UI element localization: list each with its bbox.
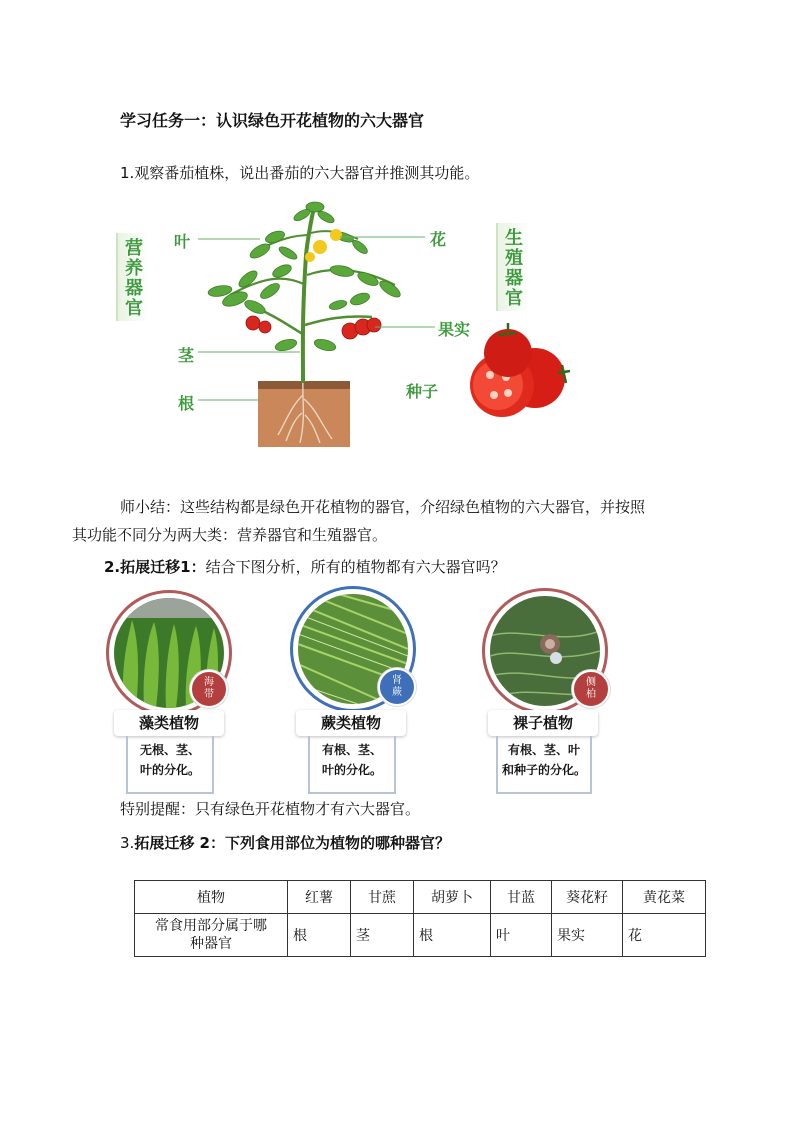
reproductive-organs-label: 生殖器官 [505,228,523,309]
card-desc-algae [126,736,214,794]
table-header-cell: 甘蓝 [491,881,552,914]
badge-cypress-char-1: 侧 [586,677,596,688]
badge-cypress-char-2: 柏 [586,689,596,700]
table-cell: 叶 [491,914,552,957]
badge-fern [378,668,416,706]
table-row [135,914,706,957]
badge-cypress [572,670,610,708]
question-3-text: 拓展迁移 2：下列食用部位为植物的哪种器官？ [134,834,450,852]
vegetative-organs-label: 营养器官 [125,238,143,319]
table-header-cell: 胡萝卜 [414,881,491,914]
table-header-cell: 葵花籽 [552,881,623,914]
table-cell: 茎 [351,914,414,957]
badge-fern-char-2: 蕨 [392,687,402,698]
table-header-cell: 黄花菜 [623,881,706,914]
organ-table [134,880,706,957]
table-header-cell: 红薯 [288,881,351,914]
question-2 [104,556,506,578]
card-desc-fern-line-2: 叶的分化。 [321,763,382,777]
card-desc-algae-line-1: 无根、茎、 [139,743,200,757]
card-desc-fern [308,736,396,794]
card-desc-gymnosperm-line-2: 和种子的分化。 [501,763,586,777]
card-title-fern: 蕨类植物 [296,710,406,736]
table-cell: 根 [288,914,351,957]
question-1: 1.观察番茄植株，说出番茄的六大器官并推测其功能。 [120,164,480,182]
badge-fern-char-1: 肾 [392,675,402,686]
table-header-row [135,881,706,914]
task-heading: 学习任务一：认识绿色开花植物的六大器官 [120,111,425,130]
summary-line-2: 其功能不同分为两大类：营养器官和生殖器官。 [72,526,388,544]
table-header-cell: 甘蔗 [351,881,414,914]
question-2-text: 结合下图分析，所有的植物都有六大器官吗？ [205,558,506,576]
question-3-prefix: 3. [120,834,135,852]
special-reminder: 特别提醒：只有绿色开花植物才有六大器官。 [120,800,421,818]
table-cell: 根 [414,914,491,957]
card-desc-gymnosperm-line-1: 有根、茎、叶 [507,743,580,757]
table-row-label [135,914,288,957]
card-desc-gymnosperm [496,736,592,794]
label-seed: 种子 [406,382,439,401]
card-title-algae: 藻类植物 [114,710,224,736]
label-flower: 花 [430,230,447,249]
label-leaf: 叶 [174,232,191,251]
summary-line-1: 师小结：这些结构都是绿色开花植物的器官，介绍绿色植物的六大器官，并按照 [120,498,646,516]
question-3 [120,832,450,854]
label-root: 根 [178,394,195,413]
tomato-plant-figure [110,195,610,455]
question-2-prefix: 2.拓展迁移1： [104,558,206,576]
table-row-label-line-1: 常食用部分属于哪 [155,918,267,934]
table-header-cell: 植物 [135,881,288,914]
label-fruit: 果实 [438,320,471,339]
card-desc-fern-line-1: 有根、茎、 [321,743,382,757]
card-desc-algae-line-2: 叶的分化。 [139,763,200,777]
label-stem: 茎 [178,346,195,365]
badge-kelp-char-2: 带 [204,689,214,700]
table-row-label-line-2: 种器官 [190,936,232,952]
card-title-gymnosperm: 裸子植物 [488,710,598,736]
table-cell: 果实 [552,914,623,957]
badge-kelp-char-1: 海 [204,677,214,688]
badge-kelp [190,670,228,708]
table-cell: 花 [623,914,706,957]
